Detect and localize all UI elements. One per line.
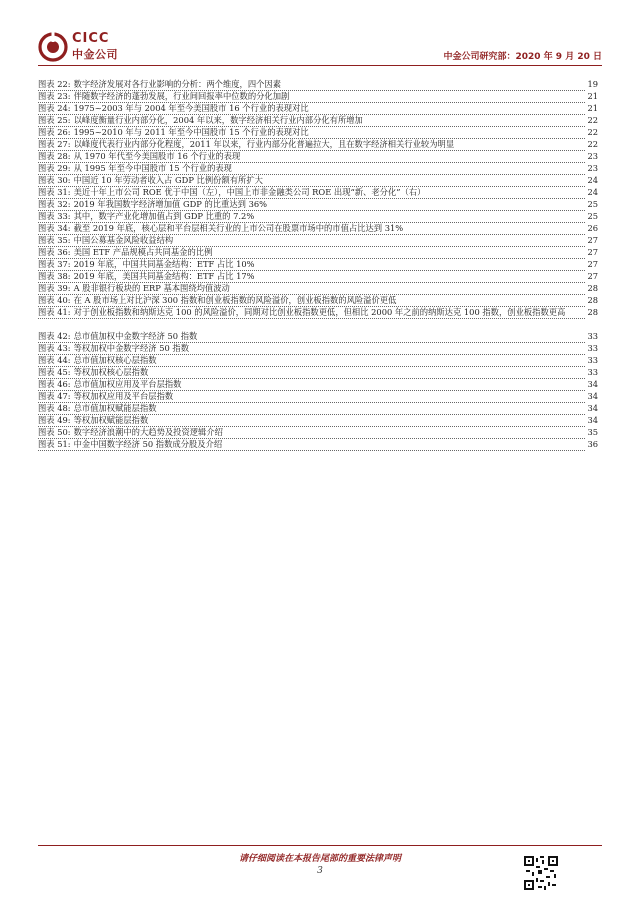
toc-entry-text: 等权加权应用及平台层指数 bbox=[73, 391, 174, 401]
toc-entry[interactable] bbox=[38, 126, 598, 138]
toc-entry-label: 图表 26: bbox=[38, 127, 71, 137]
toc-entry-page: 34 bbox=[587, 379, 598, 389]
toc-entry[interactable] bbox=[38, 438, 598, 450]
toc-entry-label: 图表 28: bbox=[38, 151, 71, 161]
toc-entry-label: 图表 29: bbox=[38, 163, 71, 173]
toc-entry-text: 截至 2019 年底，核心层和平台层相关行业的上市公司在股票市场中的市值占比达到 31% bbox=[73, 223, 404, 233]
toc-entry[interactable] bbox=[38, 342, 598, 354]
toc-entry-text: 对于创业板指数和纳斯达克 100 的风险溢价，同期对比创业板指数更低，但相比 2000 年之前的纳斯达克 100 指数，创业板指数更高 bbox=[73, 307, 566, 317]
toc-entry-page: 21 bbox=[587, 91, 598, 101]
toc-entry-page: 23 bbox=[587, 151, 598, 161]
toc-entry[interactable] bbox=[38, 114, 598, 126]
legal-notice: 请仔细阅读在本报告尾部的重要法律声明 bbox=[238, 854, 401, 864]
toc-entry-text: 等权加权中金数字经济 50 指数 bbox=[73, 343, 189, 353]
toc-entry-title bbox=[38, 438, 585, 451]
toc-entry-label: 图表 37: bbox=[38, 259, 71, 269]
toc-entry-page: 28 bbox=[587, 295, 598, 305]
qr-code-icon bbox=[524, 856, 558, 890]
toc-entry[interactable] bbox=[38, 150, 598, 162]
toc-entry-label: 图表 43: bbox=[38, 343, 71, 353]
toc-entry-text: 等权加权核心层指数 bbox=[73, 367, 149, 377]
toc-entry-text: 1975~2003 年与 2004 年至今美国股市 16 个行业的表现对比 bbox=[73, 103, 309, 113]
header-divider bbox=[38, 65, 602, 66]
toc-entry[interactable] bbox=[38, 246, 598, 258]
toc-entry-page: 36 bbox=[587, 439, 598, 449]
toc-entry-text: 总市值加权赋能层指数 bbox=[73, 403, 157, 413]
toc-entry[interactable] bbox=[38, 210, 598, 222]
header-date: 中金公司研究部：2020 年 9 月 20 日 bbox=[443, 52, 602, 62]
toc-entry-label: 图表 46: bbox=[38, 379, 71, 389]
toc-entry-label: 图表 22: bbox=[38, 79, 71, 89]
toc-entry[interactable] bbox=[38, 198, 598, 210]
toc-entry-label: 图表 27: bbox=[38, 139, 71, 149]
toc-entry[interactable] bbox=[38, 414, 598, 426]
toc-entry-label: 图表 39: bbox=[38, 283, 71, 293]
toc-entry-label: 图表 48: bbox=[38, 403, 71, 413]
toc-entry-text: 在 A 股市场上对比沪深 300 指数和创业板指数的风险溢价，创业板指数的风险溢价更低 bbox=[73, 295, 397, 305]
toc-entry-text: 总市值加权核心层指数 bbox=[73, 355, 157, 365]
toc-entry-text: 1995~2010 年与 2011 年至今中国股市 15 个行业的表现对比 bbox=[73, 127, 309, 137]
toc-entry-page: 34 bbox=[587, 415, 598, 425]
toc-entry-page: 34 bbox=[587, 391, 598, 401]
toc-entry[interactable] bbox=[38, 330, 598, 342]
toc-entry-text: 伴随数字经济的蓬勃发展，行业间回报率中位数的分化加剧 bbox=[73, 91, 290, 101]
toc-entry-page: 34 bbox=[587, 403, 598, 413]
logo-english: CICC bbox=[72, 31, 110, 46]
toc-entry-page: 33 bbox=[587, 331, 598, 341]
toc-entry-text: A 股非银行板块的 ERP 基本围绕均值波动 bbox=[73, 283, 230, 293]
figure-list bbox=[38, 78, 598, 450]
toc-entry-text: 2019 年我国数字经济增加值 GDP 的比重达到 36% bbox=[73, 199, 268, 209]
toc-entry-page: 28 bbox=[587, 283, 598, 293]
toc-entry-label: 图表 35: bbox=[38, 235, 71, 245]
toc-entry-label: 图表 40: bbox=[38, 295, 71, 305]
toc-entry[interactable] bbox=[38, 282, 598, 294]
toc-entry-label: 图表 30: bbox=[38, 175, 71, 185]
toc-entry-label: 图表 38: bbox=[38, 271, 71, 281]
toc-entry-text: 从 1970 年代至今美国股市 16 个行业的表现 bbox=[73, 151, 241, 161]
toc-entry-text: 总市值加权中金数字经济 50 指数 bbox=[73, 331, 198, 341]
toc-entry[interactable] bbox=[38, 390, 598, 402]
toc-entry[interactable] bbox=[38, 426, 598, 438]
toc-entry[interactable] bbox=[38, 102, 598, 114]
cicc-logo bbox=[38, 30, 158, 64]
toc-entry-text: 中金中国数字经济 50 指数成分股及介绍 bbox=[73, 439, 223, 449]
toc-entry-page: 22 bbox=[587, 115, 598, 125]
toc-entry-page: 23 bbox=[587, 163, 598, 173]
toc-entry-label: 图表 32: bbox=[38, 199, 71, 209]
toc-entry[interactable] bbox=[38, 354, 598, 366]
toc-entry-text: 美国 ETF 产品规模占共同基金的比例 bbox=[73, 247, 213, 257]
toc-entry[interactable] bbox=[38, 90, 598, 102]
toc-entry[interactable] bbox=[38, 402, 598, 414]
toc-entry-label: 图表 42: bbox=[38, 331, 71, 341]
toc-entry-label: 图表 34: bbox=[38, 223, 71, 233]
toc-entry[interactable] bbox=[38, 162, 598, 174]
toc-entry-page: 24 bbox=[587, 175, 598, 185]
toc-entry[interactable] bbox=[38, 138, 598, 150]
page-header bbox=[38, 30, 602, 66]
toc-entry[interactable] bbox=[38, 378, 598, 390]
toc-entry-page: 26 bbox=[587, 223, 598, 233]
toc-entry-text: 其中，数字产业化增加值占到 GDP 比重的 7.2% bbox=[73, 211, 255, 221]
toc-entry-page: 27 bbox=[587, 259, 598, 269]
footer-divider bbox=[38, 845, 602, 846]
toc-entry[interactable] bbox=[38, 366, 598, 378]
toc-entry-page: 33 bbox=[587, 355, 598, 365]
toc-entry-text: 2019 年底，美国共同基金结构：ETF 占比 17% bbox=[73, 271, 255, 281]
toc-entry-label: 图表 49: bbox=[38, 415, 71, 425]
toc-entry-label: 图表 24: bbox=[38, 103, 71, 113]
toc-entry-page: 33 bbox=[587, 367, 598, 377]
toc-entry-page: 21 bbox=[587, 103, 598, 113]
toc-entry-page: 27 bbox=[587, 235, 598, 245]
toc-entry[interactable] bbox=[38, 222, 598, 234]
toc-entry-label: 图表 41: bbox=[38, 307, 71, 317]
toc-entry-label: 图表 31: bbox=[38, 187, 71, 197]
toc-entry-page: 35 bbox=[587, 427, 598, 437]
toc-entry-page: 22 bbox=[587, 139, 598, 149]
toc-entry-label: 图表 45: bbox=[38, 367, 71, 377]
toc-entry-text: 以峰度衡量行业内部分化，2004 年以来，数字经济相关行业内部分化有所增加 bbox=[73, 115, 363, 125]
logo-chinese: 中金公司 bbox=[72, 48, 118, 61]
toc-entry-label: 图表 47: bbox=[38, 391, 71, 401]
toc-entry-page: 24 bbox=[587, 187, 598, 197]
page-number: 3 bbox=[317, 866, 323, 876]
toc-entry-label: 图表 25: bbox=[38, 115, 71, 125]
toc-entry-text: 数字经济发展对各行业影响的分析：两个维度，四个因素 bbox=[73, 79, 282, 89]
toc-entry-text: 以峰度代表行业内部分化程度，2011 年以来，行业内部分化普遍拉大，且在数字经济相关行业较为明显 bbox=[73, 139, 455, 149]
toc-entry[interactable] bbox=[38, 294, 598, 306]
toc-entry[interactable] bbox=[38, 78, 598, 90]
toc-entry[interactable] bbox=[38, 270, 598, 282]
toc-entry-page: 28 bbox=[587, 307, 598, 317]
toc-entry-text: 美近十年上市公司 ROE 优于中国（左），中国上市非金融类公司 ROE 出现“新、老分化”（右） bbox=[73, 187, 426, 197]
toc-entry-text: 数字经济浪潮中的大趋势及投资逻辑介绍 bbox=[73, 427, 223, 437]
toc-entry-text: 2019 年底，中国共同基金结构：ETF 占比 10% bbox=[73, 259, 255, 269]
toc-entry-label: 图表 23: bbox=[38, 91, 71, 101]
toc-entry-page: 25 bbox=[587, 211, 598, 221]
toc-entry-page: 25 bbox=[587, 199, 598, 209]
toc-entry-text: 总市值加权应用及平台层指数 bbox=[73, 379, 182, 389]
toc-entry-label: 图表 51: bbox=[38, 439, 71, 449]
toc-entry-label: 图表 44: bbox=[38, 355, 71, 365]
toc-entry[interactable] bbox=[38, 306, 598, 330]
toc-entry-text: 从 1995 年至今中国股市 15 个行业的表现 bbox=[73, 163, 232, 173]
toc-entry-text: 等权加权赋能层指数 bbox=[73, 415, 149, 425]
toc-entry-page: 22 bbox=[587, 127, 598, 137]
toc-entry[interactable] bbox=[38, 186, 598, 198]
toc-entry-label: 图表 36: bbox=[38, 247, 71, 257]
toc-entry-label: 图表 50: bbox=[38, 427, 71, 437]
toc-entry-page: 27 bbox=[587, 271, 598, 281]
toc-entry-page: 27 bbox=[587, 247, 598, 257]
toc-entry-text: 中国近 10 年劳动者收入占 GDP 比例份额有所扩大 bbox=[73, 175, 263, 185]
toc-entry-label: 图表 33: bbox=[38, 211, 71, 221]
toc-entry[interactable] bbox=[38, 234, 598, 246]
toc-entry-text: 中国公募基金风险收益结构 bbox=[73, 235, 174, 245]
toc-entry[interactable] bbox=[38, 174, 598, 186]
toc-entry[interactable] bbox=[38, 258, 598, 270]
toc-entry-page: 33 bbox=[587, 343, 598, 353]
toc-entry-title bbox=[38, 306, 585, 319]
cicc-logo-icon bbox=[38, 32, 68, 62]
toc-entry-page: 19 bbox=[587, 79, 598, 89]
